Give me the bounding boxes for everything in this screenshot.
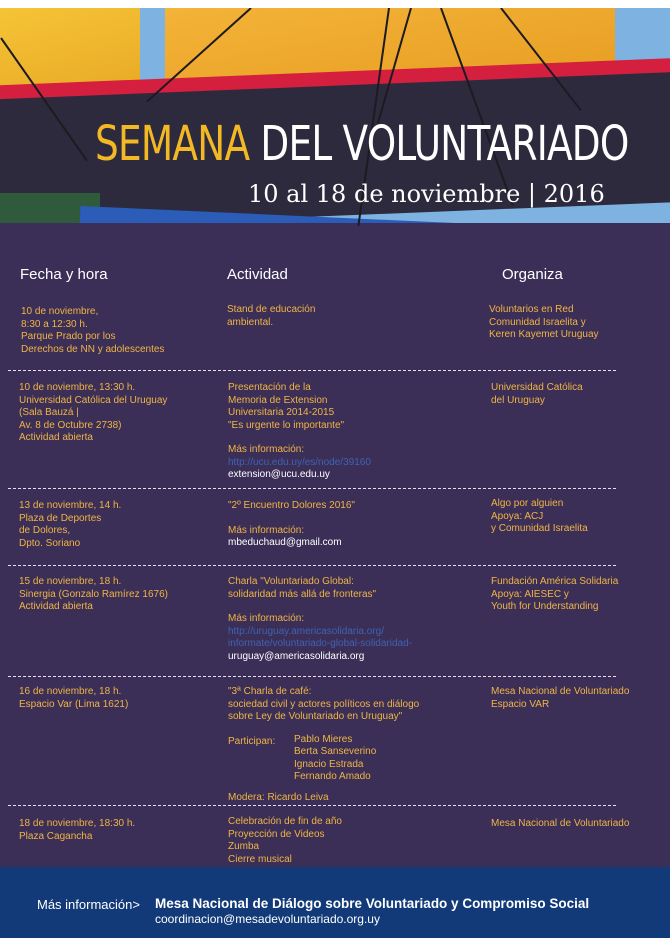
moderator: Modera: Ricardo Leiva bbox=[228, 791, 329, 803]
poster bbox=[0, 8, 670, 938]
info-link[interactable]: http://uruguay.americasolidaria.org/ bbox=[228, 625, 385, 637]
event-3-organiza: Algo por alguien Apoya: ACJ y Comunidad Israelita bbox=[491, 498, 588, 534]
column-header-actividad: Actividad bbox=[227, 266, 288, 283]
info-email[interactable]: mbeduchaud@gmail.com bbox=[228, 537, 342, 548]
title-part1: SEMANA bbox=[95, 116, 250, 172]
divider bbox=[8, 676, 616, 677]
event-2-fecha: 10 de noviembre, 13:30 h. Universidad Católica del Uruguay (Sala Bauzá | Av. 8 de Octubre 2738) Actividad abierta bbox=[19, 382, 168, 443]
info-label: Más información: bbox=[228, 444, 305, 455]
event-4-fecha: 15 de noviembre, 18 h. Sinergia (Gonzalo Ramírez 1676) Actividad abierta bbox=[19, 576, 168, 612]
info-label: Más información: bbox=[228, 524, 305, 536]
divider bbox=[8, 565, 616, 566]
divider bbox=[8, 805, 616, 806]
participant: Fernando Amado bbox=[294, 771, 371, 782]
divider bbox=[8, 488, 616, 489]
info-label: Más información: bbox=[228, 613, 305, 624]
event-1-actividad: Stand de educación ambiental. bbox=[227, 304, 316, 328]
participant: Pablo Mieres bbox=[294, 733, 353, 745]
participants-list bbox=[294, 734, 376, 784]
info-email[interactable]: uruguay@americasolidaria.org bbox=[228, 650, 365, 662]
event-4-actividad: Charla "Voluntariado Global: solidaridad más allá de fronteras" Más información: http://uruguay.americasolidaria.org/ informate/voluntariado-global-solidaridad- uruguay@americasolidaria.org bbox=[228, 576, 412, 662]
event-1-fecha: 10 de noviembre, 8:30 a 12:30 h. Parque Prado por los Derechos de NN y adolescentes bbox=[21, 306, 165, 355]
participants-block bbox=[228, 734, 488, 788]
footer-email[interactable]: coordinacion@mesadevoluntariado.org.uy bbox=[155, 912, 380, 926]
event-5-organiza: Mesa Nacional de Voluntariado Espacio VAR bbox=[491, 686, 630, 710]
title-part2: DEL VOLUNTARIADO bbox=[260, 116, 629, 172]
footer bbox=[0, 867, 670, 938]
info-link[interactable]: http://ucu.edu.uy/es/node/39160 bbox=[228, 456, 371, 468]
divider bbox=[8, 370, 616, 371]
date-range: 10 al 18 de noviembre | 2016 bbox=[248, 180, 605, 208]
participant: Berta Sanseverino bbox=[294, 746, 377, 757]
page-title bbox=[95, 116, 629, 172]
participant: Ignacio Estrada bbox=[294, 758, 364, 770]
event-6-actividad: Celebración de fin de año Proyección de Videos Zumba Cierre musical bbox=[228, 816, 342, 865]
footer-org: Mesa Nacional de Diálogo sobre Voluntariado y Compromiso Social bbox=[155, 896, 590, 911]
event-5-fecha: 16 de noviembre, 18 h. Espacio Var (Lima 1621) bbox=[19, 686, 129, 710]
column-header-organiza: Organiza bbox=[502, 266, 563, 283]
event-1-organiza: Voluntarios en Red Comunidad Israelita y Keren Kayemet Uruguay bbox=[489, 304, 599, 340]
info-email[interactable]: extension@ucu.edu.uy bbox=[228, 469, 330, 480]
event-3-fecha: 13 de noviembre, 14 h. Plaza de Deportes de Dolores, Dpto. Soriano bbox=[19, 500, 122, 549]
event-4-organiza: Fundación América Solidaria Apoya: AIESEC y Youth for Understanding bbox=[491, 576, 619, 612]
event-5-actividad: "3ª Charla de café: sociedad civil y actores políticos en diálogo sobre Ley de Voluntariado en Uruguay" Participan: Pablo Mieres Berta Sanseverino Ignacio Estrada Fernando Amado Modera: Ricardo Leiva bbox=[228, 686, 488, 806]
column-header-fecha: Fecha y hora bbox=[20, 266, 108, 283]
footer-label: Más información> bbox=[37, 897, 140, 912]
event-2-organiza: Universidad Católica del Uruguay bbox=[491, 382, 583, 406]
event-3-actividad: "2º Encuentro Dolores 2016" Más información: mbeduchaud@gmail.com bbox=[228, 500, 355, 548]
event-2-actividad: Presentación de la Memoria de Extension Universitaria 2014-2015 "Es urgente lo importante" Más información: http://ucu.edu.uy/es/node/39160 extension@ucu.edu.uy bbox=[228, 382, 371, 480]
event-6-fecha: 18 de noviembre, 18:30 h. Plaza Cagancha bbox=[19, 818, 136, 842]
participan-label: Participan: bbox=[228, 735, 276, 747]
info-link[interactable]: informate/voluntariado-global-solidaridad- bbox=[228, 638, 412, 649]
event-6-organiza: Mesa Nacional de Voluntariado bbox=[491, 818, 630, 829]
